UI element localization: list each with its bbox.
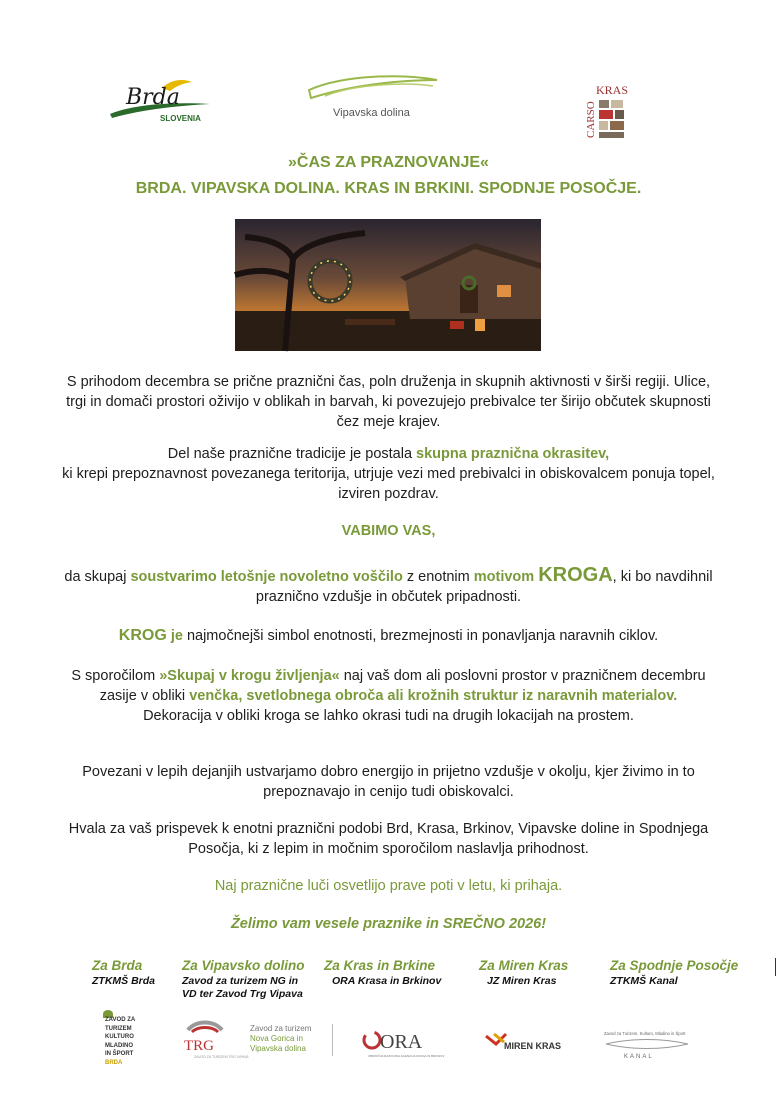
footer-col-title: Za Vipavsko dolino [182,958,305,973]
kras-logo-word: KRAS [596,83,629,97]
ztkms-line: MLADINO [105,1042,133,1049]
ng-vipavska-logo [250,1024,333,1056]
message-text-e: Dekoracija v obliki kroga se lahko okrasi tudi na drugih lokacijah na prostem. [143,708,634,724]
ng-logo-line: Vipavska dolina [250,1044,306,1053]
ng-logo-line: Zavod za turizem [250,1024,312,1033]
hero-image-winter-evening [235,219,541,351]
footer-col-org: ZTKMŠ Kanal [610,975,678,987]
kanal-logo-word: KANAL [624,1054,654,1060]
intro-paragraph: S prihodom decembra se prične praznični čas, poln druženja in skupnih aktivnosti v širši regiji. Ulice, trgi in domači prostori oživijo v oblikah in barvah, ki povezujejo prebivalce ter širijo občutek skupnosti čez meje krajev. [66,374,711,430]
footer-col-brda [92,958,172,988]
kanal-logo-top: Zavod za Turizem, Kulturo, Mladino in Šport [604,1031,686,1036]
footer-col-vipava [182,958,312,1001]
ztkms-brda-logo [103,1010,153,1070]
carso-kras-logo [584,80,638,144]
brda-logo [104,74,216,126]
message-paragraph [60,666,717,726]
ora-logo-word: ORA [380,1031,423,1053]
footer-col-title: Za Miren Kras [479,958,569,973]
circle-motif-paragraph [60,565,717,607]
message-text-a: S sporočilom [71,668,160,684]
symbol-text: najmočnejši simbol enotnosti, brezmejnosti in ponavljanja naravnih ciklov. [182,628,659,644]
trg-logo-sub: ZAVOD ZA TURIZEM TRG VIPAVA [194,1055,249,1059]
trg-logo-word: TRG [184,1038,214,1054]
lights-wish: Naj praznične luči osvetlijo prave poti v letu, ki prihaja. [214,878,563,894]
thanks-paragraph: Hvala za vaš prispevek k enotni praznični podobi Brd, Krasa, Brkinov, Vipavske doline in Spodnjega Posočja, ki z lepim in močnim sporočilom naslavlja prihodnost. [68,821,709,857]
ztkms-line: IN ŠPORT [105,1051,134,1057]
main-title: »ČAS ZA PRAZNOVANJE« [288,154,489,171]
energy-paragraph: Povezani v lepih dejanjih ustvarjamo dobro energijo in prijetno vzdušje v okolju, kjer živimo in to prepoznavajo in cenijo tudi obiskovalci. [82,764,695,800]
motif-text-a: da skupaj [64,569,131,585]
motif-highlight-greeting: soustvarimo letošnje novoletno voščilo [130,569,403,585]
kanal-logo [602,1028,692,1062]
footer-col-miren [479,958,579,988]
footer-col-posocje [610,958,750,988]
ora-logo-sub: OBMOČNA RAZVOJNA AGENCIJA KRASA IN BRKINOV [368,1054,445,1058]
trg-vipava-logo [180,1016,249,1068]
ora-logo [360,1024,445,1064]
je-word: je [166,628,183,644]
footer-col-org: JZ Miren Kras [487,975,557,987]
right-edge-mark [775,958,776,976]
miren-kras-logo [484,1030,564,1054]
tradition-text-a: Del naše praznične tradicije je postala [167,446,417,462]
motif-highlight-kroga: KROGA [538,564,613,586]
ng-logo-line: Nova Gorica in [250,1034,303,1043]
ztkms-line: ZAVOD ZA [105,1017,136,1023]
carso-logo-word: CARSO [585,101,597,138]
new-year-wish: Želimo vam vesele praznike in SREČNO 2026! [230,916,547,932]
vipavska-dolina-logo [305,72,440,122]
footer-col-org: Zavod za turizem NG in VD ter Zavod Trg Vipava [182,975,303,1000]
ztkms-line: BRDA [105,1059,123,1066]
footer-col-title: Za Spodnje Posočje [610,958,739,973]
footer-col-kras [324,958,444,988]
tradition-text-c: ki krepi prepoznavnost povezanega teritorija, utrjuje vezi med prebivalci in obiskovalcem ponuja topel, izviren pozdrav. [62,466,715,502]
subtitle-regions: BRDA. VIPAVSKA DOLINA. KRAS IN BRKINI. SPODNJE POSOČJE. [135,180,642,197]
motif-text-c: z enotnim [402,569,474,585]
tradition-paragraph [60,444,717,504]
brda-logo-country: SLOVENIA [160,114,201,123]
invitation-heading: VABIMO VAS, [341,523,436,539]
ztkms-line: KULTURO [105,1034,134,1040]
ztkms-line: TURIZEM [105,1025,132,1032]
message-slogan: »Skupaj v krogu življenja« [159,668,340,684]
footer-col-title: Za Kras in Brkine [324,958,436,973]
motif-highlight-motif: motivom [473,569,539,585]
tradition-highlight: skupna praznična okrasitev, [416,446,610,462]
message-decoration-types: venčka, svetlobnega obroča ali krožnih struktur iz naravnih materialov. [189,688,678,704]
motif-text-f: , ki bo navdihnil praznično vzdušje in občutek pripadnosti. [255,569,713,605]
footer-col-org: ORA Krasa in Brkinov [332,975,442,987]
circle-symbol-paragraph [60,626,717,646]
krog-word: KROG [118,627,167,644]
footer-col-org: ZTKMŠ Brda [92,975,155,987]
miren-logo-word: MIREN KRAS [504,1041,562,1051]
vipava-logo-word: Vipavska dolina [333,107,410,119]
brda-logo-word: Brda [126,85,180,110]
footer-col-title: Za Brda [92,958,143,973]
message-text-c: naj vaš dom ali poslovni prostor v prazničnem decembru zasije v obliki [99,668,706,704]
